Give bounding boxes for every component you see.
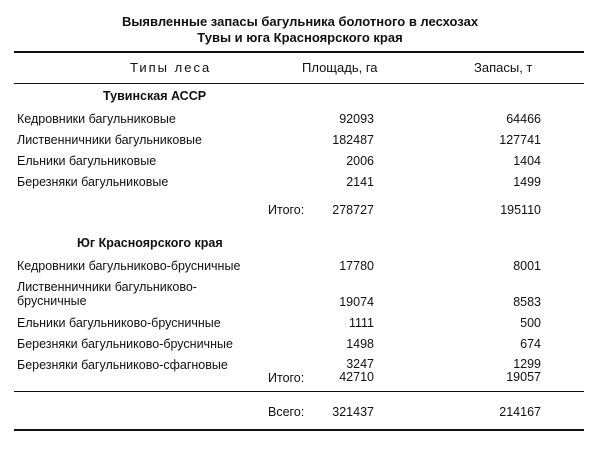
row-area: 1111 bbox=[348, 316, 374, 330]
section-title: Тувинская АССР bbox=[103, 89, 207, 103]
header-forest-type: Типы леса bbox=[130, 60, 212, 75]
subtotal-area: 278727 bbox=[332, 203, 374, 217]
row-reserves: 1499 bbox=[513, 175, 541, 189]
grand-total-reserves: 214167 bbox=[499, 405, 541, 419]
row-area: 19074 bbox=[339, 295, 374, 309]
row-area: 2141 bbox=[346, 175, 374, 189]
subtotal-area: 42710 bbox=[339, 370, 374, 384]
grand-total-area: 321437 bbox=[332, 405, 374, 419]
row-reserves: 500 bbox=[520, 316, 541, 330]
row-area: 3247 bbox=[346, 357, 374, 371]
section-title: Юг Красноярского края bbox=[77, 236, 223, 250]
subtotal-reserves: 195110 bbox=[500, 203, 541, 217]
row-label: Березняки багульниково-брусничные bbox=[17, 337, 233, 351]
row-reserves: 64466 bbox=[506, 112, 541, 126]
row-label: Лиственничники багульниковые bbox=[17, 133, 202, 147]
row-label: Кедровники багульниково-брусничные bbox=[17, 259, 241, 273]
header-area: Площадь, га bbox=[302, 60, 378, 75]
row-reserves: 127741 bbox=[499, 133, 541, 147]
table-title-line2: Тувы и юга Красноярского края bbox=[197, 30, 403, 45]
grand-total-label: Всего: bbox=[268, 405, 305, 419]
bottom-rule bbox=[14, 429, 584, 431]
row-label: Кедровники багульниковые bbox=[17, 112, 176, 126]
row-area: 92093 bbox=[339, 112, 374, 126]
row-reserves: 674 bbox=[520, 337, 541, 351]
row-label-line1: Лиственничники багульниково- bbox=[17, 280, 197, 294]
row-reserves: 8001 bbox=[513, 259, 541, 273]
row-area: 2006 bbox=[346, 154, 374, 168]
row-label-line2: брусничные bbox=[17, 294, 87, 308]
total-rule bbox=[14, 391, 584, 392]
row-reserves: 8583 bbox=[513, 295, 541, 309]
subtotal-reserves: 19057 bbox=[506, 370, 541, 384]
table-title-line1: Выявленные запасы багульника болотного в лесхозах bbox=[121, 14, 479, 29]
row-area: 1498 bbox=[346, 337, 374, 351]
subtotal-label: Итого: bbox=[268, 371, 305, 385]
row-reserves: 1299 bbox=[513, 357, 541, 371]
header-rule bbox=[14, 83, 584, 84]
row-label: Ельники багульниково-брусничные bbox=[17, 316, 221, 330]
header-reserves: Запасы, т bbox=[474, 60, 533, 75]
row-area: 182487 bbox=[332, 133, 374, 147]
top-rule bbox=[14, 51, 584, 53]
row-label: Ельники багульниковые bbox=[17, 154, 157, 168]
row-label: Березняки багульниково-сфагновые bbox=[17, 358, 228, 372]
row-label: Березняки багульниковые bbox=[17, 175, 169, 189]
row-area: 17780 bbox=[339, 259, 374, 273]
row-reserves: 1404 bbox=[513, 154, 541, 168]
subtotal-label: Итого: bbox=[268, 203, 305, 217]
